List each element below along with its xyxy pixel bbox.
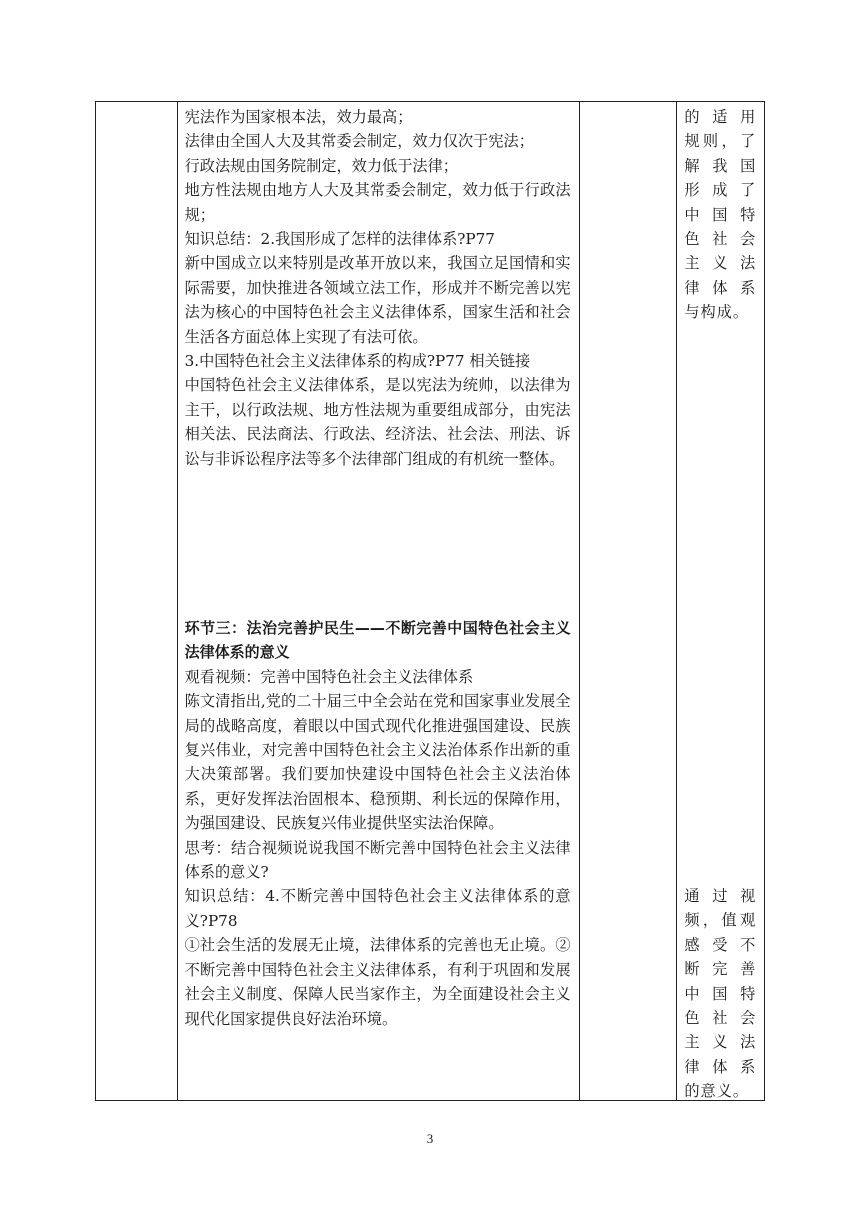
column-design-intent-cell — [677, 102, 765, 1101]
line: 断 完 善 — [684, 960, 757, 979]
line: 色 社 会 — [684, 230, 757, 249]
line: 律 体 系 — [684, 278, 757, 297]
page-number: 3 — [426, 1131, 434, 1146]
lesson-plan-table — [95, 101, 765, 1101]
paragraph: 法律由全国人大及其常委会制定，效力仅次于宪法； — [184, 132, 534, 151]
thinking-question: 思考：结合视频说说我国不断完善中国特色社会主义法律体系的意义? — [184, 838, 571, 882]
paragraph: 新中国成立以来特别是改革开放以来，我国立足国情和实际需要，加快推进各领域立法工作，形成并不断完善以宪法为核心的中国特色社会主义法律体系，国家生活和社会生活各方面总体上实现了有法可依。 — [184, 254, 571, 346]
line: 中 国 特 — [684, 984, 757, 1003]
column-content-cell — [177, 102, 579, 1101]
paragraph: 陈文清指出,党的二十届三中全会站在党和国家事业发展全局的战略高度，着眼以中国式现代化推进强国建设、民族复兴伟业，对完善中国特色社会主义法治体系作出新的重大决策部署。我们要加快建设中国特色社会主义法治体系，更好发挥法治固根本、稳预期、利长远的保障作用，为强国建设、民族复兴伟业提供坚实法治保障。 — [184, 692, 571, 833]
line: 的 适 用 — [684, 108, 757, 126]
knowledge-summary-4: 知识总结：4.不断完善中国特色社会主义法律体系的意义?P78 — [184, 887, 571, 930]
table-row — [96, 102, 765, 1101]
column-student-activity-cell — [579, 102, 677, 1101]
line: 主 义 法 — [684, 254, 757, 273]
line: 解 我 国 — [684, 156, 757, 175]
design-intent-2 — [684, 884, 756, 1104]
paragraph: 行政法规由国务院制定，效力低于法律； — [184, 156, 458, 175]
line: 形 成 了 — [684, 181, 757, 200]
line: 色 社 会 — [684, 1009, 757, 1028]
paragraph: 地方性法规由地方人大及其常委会制定，效力低于行政法规； — [184, 181, 571, 224]
section2-text — [185, 616, 571, 1031]
line: 频，值观 — [684, 911, 757, 930]
paragraph: 宪法作为国家根本法，效力最高； — [184, 108, 413, 126]
knowledge-summary-3: 3.中国特色社会主义法律体系的构成?P77 相关链接 — [184, 352, 531, 371]
line: 规则，了 — [684, 132, 757, 151]
line: 主 义 法 — [684, 1033, 757, 1052]
line: 中 国 特 — [684, 205, 757, 224]
section-heading: 环节三：法治完善护民生——不断完善中国特色社会主义法律体系的意义 — [184, 619, 571, 662]
video-title: 观看视频：完善中国特色社会主义法律体系 — [184, 667, 474, 686]
column-stage-cell — [96, 102, 178, 1101]
design-intent-1 — [684, 105, 756, 325]
line: 的意义。 — [684, 1082, 750, 1101]
line: 律 体 系 — [684, 1057, 757, 1076]
paragraph: ①社会生活的发展无止境，法律体系的完善也无止境。②不断完善中国特色社会主义法律体系，有利于巩固和发展社会主义制度、保障人民当家作主，为全面建设社会主义现代化国家提供良好法治环境。 — [184, 936, 571, 1028]
line: 感 受 不 — [684, 935, 757, 954]
knowledge-summary-2: 知识总结：2.我国形成了怎样的法律体系?P77 — [184, 230, 495, 249]
line: 通 过 视 — [684, 887, 757, 905]
line: 与构成。 — [684, 303, 750, 322]
section1-text — [185, 105, 571, 471]
paragraph: 中国特色社会主义法律体系，是以宪法为统帅，以法律为主干，以行政法规、地方性法规为重要组成部分，由宪法相关法、民法商法、行政法、经济法、社会法、刑法、诉讼与非诉讼程序法等多个法律部门组成的有机统一整体。 — [184, 376, 571, 468]
